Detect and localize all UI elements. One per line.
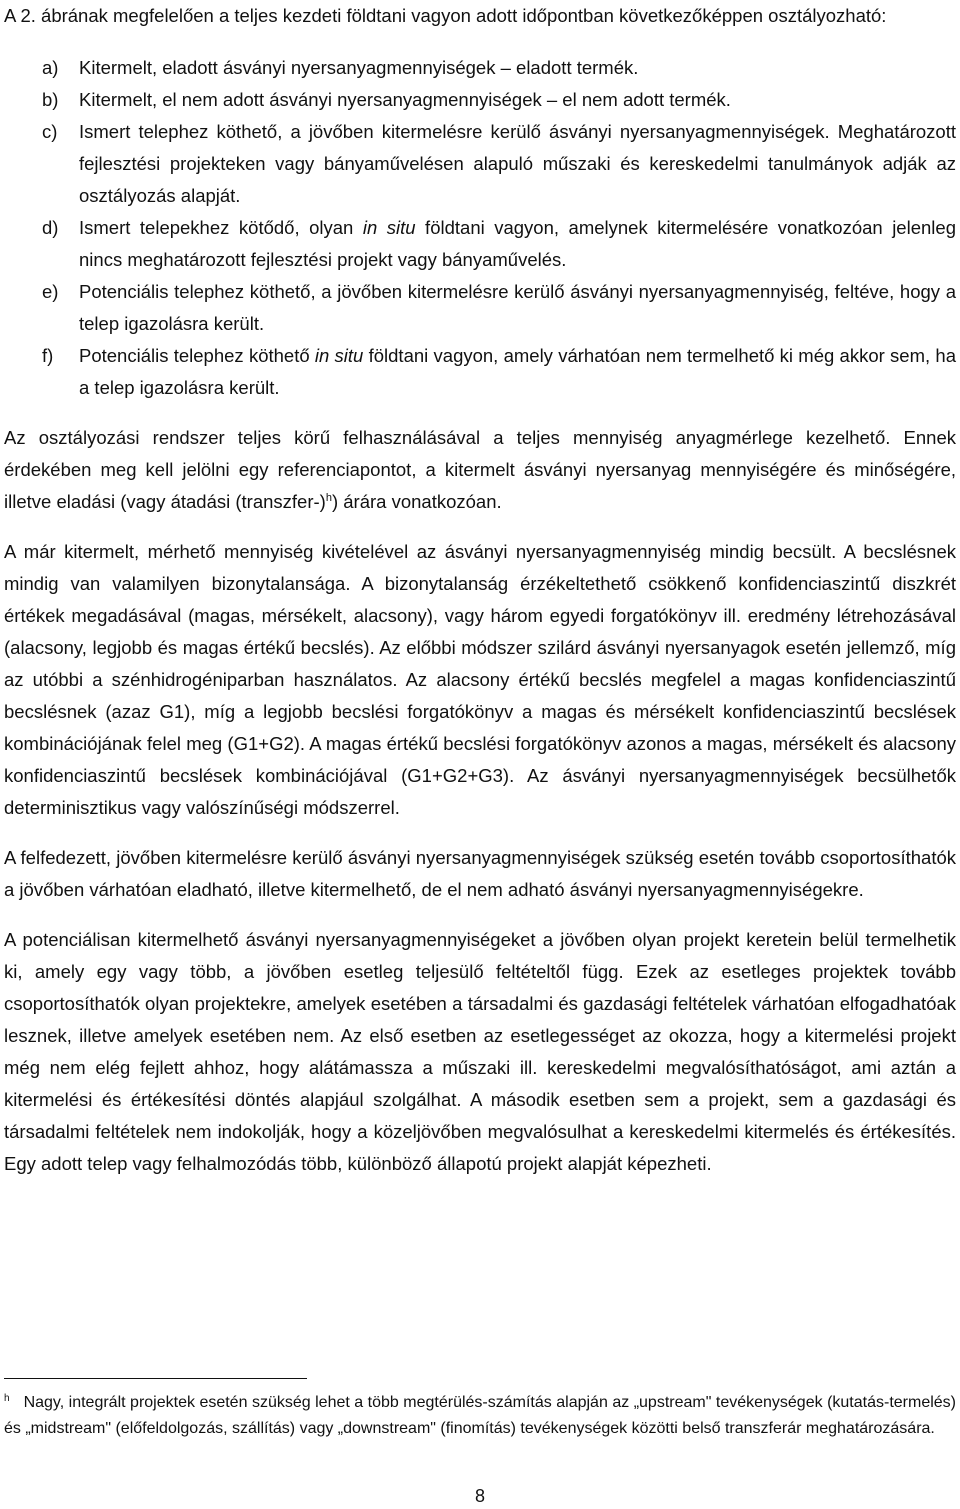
- list-item-text: Potenciális telephez köthető, a jövőben kitermelésre kerülő ásványi nyersanyagmennyiség, feltéve, hogy a telep igazolásra került.: [79, 281, 956, 334]
- paragraph-discovered: A felfedezett, jövőben kitermelésre kerülő ásványi nyersanyagmennyiségek szükség esetén tovább csoportosíthatók a jövőben várhatóan eladható, illetve kitermelhető, de el nem adható ásványi nyersanyagmennyiségekre.: [4, 847, 956, 900]
- text-segment: földtani vagyon, amely várhatóan nem termelhető ki még akkor sem, ha a telep igazolásra került.: [79, 345, 956, 398]
- paragraph-potential: A potenciálisan kitermelhető ásványi nyersanyagmennyiségeket a jövőben olyan projekt keretein belül termelhetik ki, amely egy vagy több, a jövőben esetleg teljesülő feltételtől függ. Ezek az esetleges projektek tovább csoportosíthatók olyan projektekre, amelyek esetében a társadalmi és gazdasági feltételek várhatóan elfogadhatóak lesznek, illetve amelyek esetében nem. Az első esetben az esetlegességet az okozza, hogy a kitermelési projekt még nem elég fejlett ahhoz, hogy alátámassza a műszaki ill. kereskedelmi megvalósíthatóságot, ami aztán a kitermelési és értékesítési döntés alapjául szolgálhat. A második esetben sem a projekt, sem a gazdasági és társadalmi feltételek nem indokolják, hogy a közeljövőben megvalósulhat a kereskedelmi kitermelés és értékesítés. Egy adott telep vagy felhalmozódás több, különböző állapotú projekt alapját képezheti.: [4, 929, 956, 1174]
- list-item-label: a): [42, 57, 59, 78]
- classification-list: [4, 52, 956, 404]
- list-item-d: [4, 212, 956, 276]
- intro-paragraph: A 2. ábrának megfelelően a teljes kezdeti földtani vagyon adott időpontban következőképpen osztályozható:: [4, 5, 887, 26]
- page-body: [4, 0, 956, 1180]
- footnote: [4, 1390, 956, 1442]
- list-item-label: b): [42, 89, 59, 110]
- paragraph-mass-balance: [4, 422, 956, 518]
- text-segment: Ismert telepekhez kötődő, olyan: [79, 217, 363, 238]
- list-item-text: Ismert telephez köthető, a jövőben kitermelésre kerülő ásványi nyersanyagmennyiségek. Meghatározott fejlesztési projekteken vagy bányaművelésen alapuló műszaki és kereskedelmi tanulmányok adják az osztályozás alapját.: [79, 121, 956, 206]
- list-item-label: d): [42, 217, 59, 238]
- list-item-f: [4, 340, 956, 404]
- text-segment: Potenciális telephez köthető: [79, 345, 315, 366]
- footnote-text: Nagy, integrált projektek esetén szükség lehet a több megtérülés-számítás alapján az „upstream" tevékenységek (kutatás-termelés) és „midstream" (előfeldolgozás, szállítás) vagy „downstream" (finomítás) tevékenységek közötti belső transzferár meghatározására.: [4, 1394, 956, 1437]
- list-item-label: e): [42, 281, 59, 302]
- list-item-b: [4, 84, 956, 116]
- list-item-text: Kitermelt, eladott ásványi nyersanyagmennyiségek – eladott termék.: [79, 57, 639, 78]
- footnote-mark: h: [4, 1392, 10, 1404]
- italic-term: in situ: [362, 217, 416, 238]
- list-item-text: [79, 212, 956, 276]
- page-number: 8: [474, 1486, 485, 1506]
- list-item-label: c): [42, 121, 58, 142]
- italic-term: in situ: [314, 345, 364, 366]
- list-item-label: f): [42, 345, 54, 366]
- footnote-reference: h: [325, 491, 332, 504]
- paragraph-uncertainty: A már kitermelt, mérhető mennyiség kivételével az ásványi nyersanyagmennyiség mindig becsült. A becslésnek mindig van valamilyen bizonytalansága. A bizonytalanság érzékeltethető csökkenő konfidenciaszintű diszkrét értékek megadásával (magas, mérsékelt, alacsony), vagy három egyedi forgatókönyv ill. eredmény létrehozásával (alacsony, legjobb és magas értékű becslés). Az előbbi módszer szilárd ásványi nyersanyagok esetén jellemző, míg az utóbbi a szénhidrogéniparban használatos. Az alacsony értékű becslés megfelel a magas konfidenciaszintű becslésnek (azaz G1), míg a legjobb becslési forgatókönyv a magas és mérsékelt konfidenciaszintű becslések kombinációjának felel meg (G1+G2). A magas értékű becslési forgatókönyv azonos a magas, mérsékelt és alacsony konfidenciaszintű becslések kombinációjával (G1+G2+G3). Az ásványi nyersanyagmennyiségek becsülhetők determinisztikus vagy valószínűségi módszerrel.: [4, 541, 956, 818]
- text-segment: földtani vagyon, amelynek kitermelésére vonatkozóan jelenleg nincs meghatározott fejlesztési projekt vagy bányaművelés.: [79, 217, 956, 270]
- footnote-separator: [4, 1378, 307, 1379]
- list-item-c: [4, 116, 956, 212]
- text-segment: ) árára vonatkozóan.: [331, 491, 502, 512]
- list-item-a: [4, 52, 956, 84]
- list-item-text: Kitermelt, el nem adott ásványi nyersanyagmennyiségek – el nem adott termék.: [79, 89, 731, 110]
- list-item-text: [79, 340, 956, 404]
- list-item-e: [4, 276, 956, 340]
- text-segment: Az osztályozási rendszer teljes körű felhasználásával a teljes mennyiség anyagmérlege kezelhető. Ennek érdekében meg kell jelölni egy referenciapontot, a kitermelt ásványi nyersanyag mennyiségére és minőségére, illetve eladási (vagy átadási (transzfer-): [4, 427, 956, 512]
